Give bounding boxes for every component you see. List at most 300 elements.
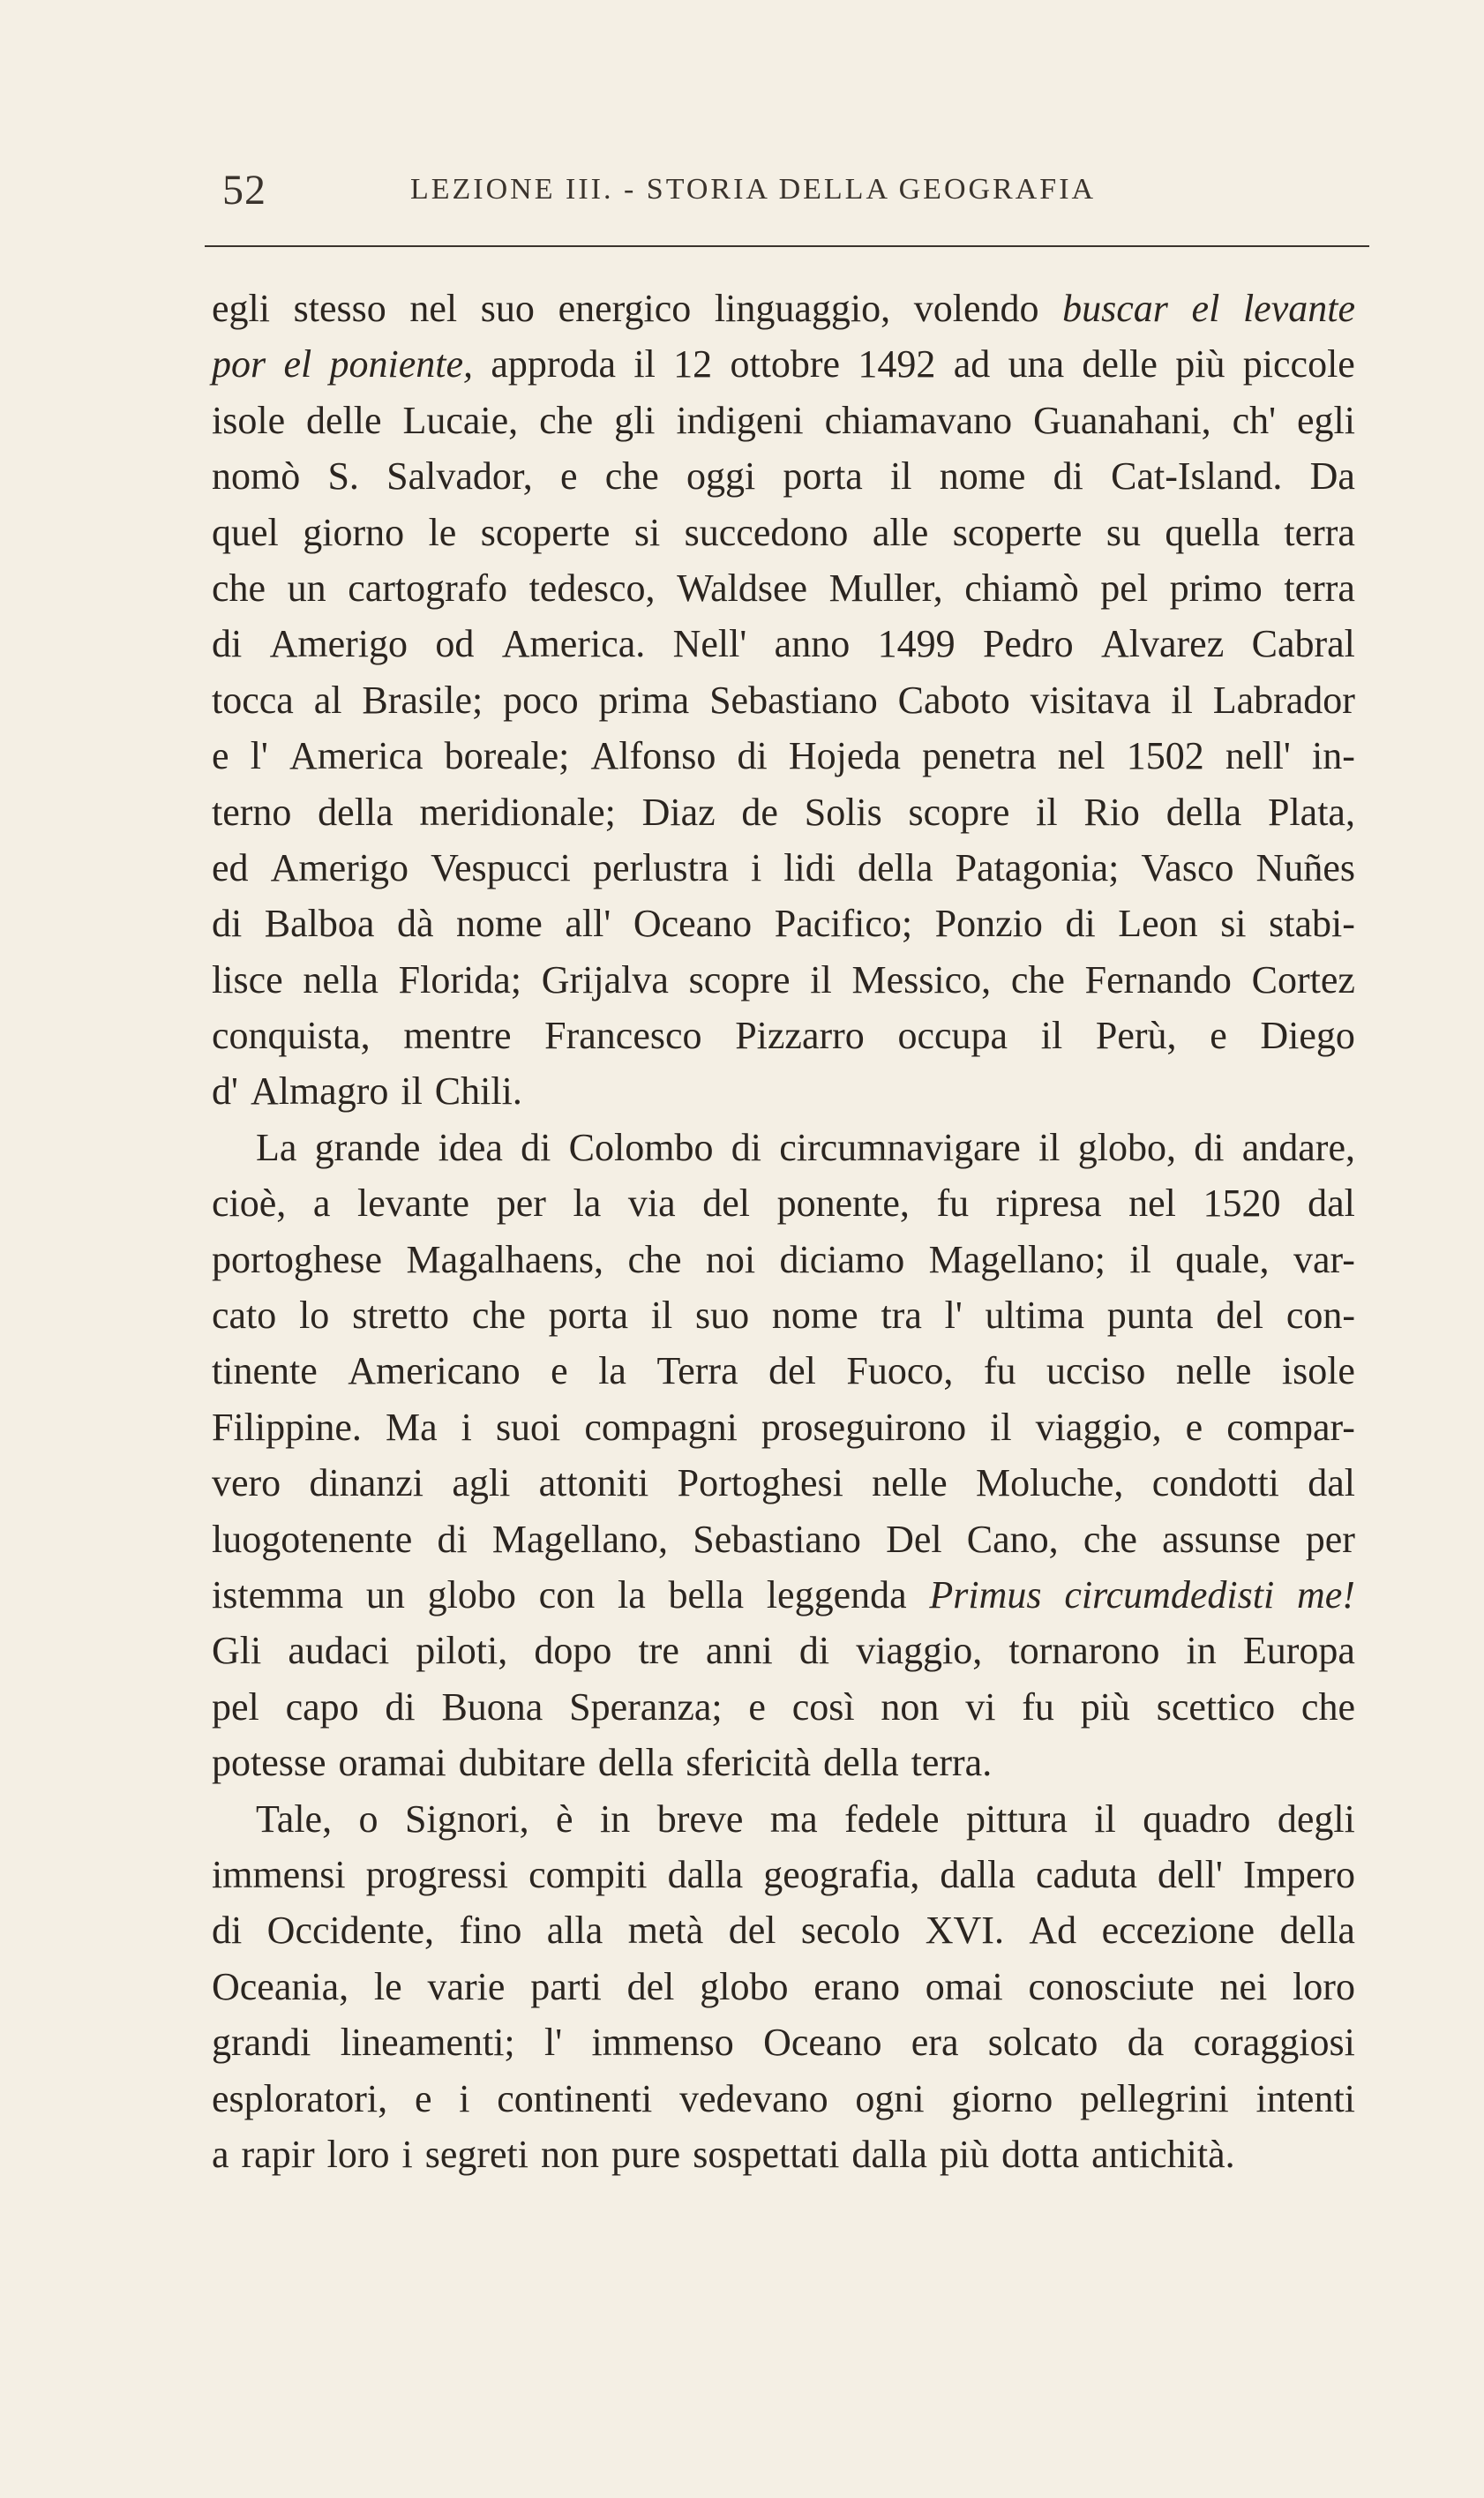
word: stabi- bbox=[1269, 902, 1355, 946]
word: dalla bbox=[667, 1852, 744, 1896]
word: Labrador bbox=[1212, 678, 1355, 722]
word: scopre bbox=[908, 790, 1010, 834]
word: dà bbox=[396, 902, 434, 946]
word: isole bbox=[212, 398, 286, 442]
word: Caboto bbox=[897, 678, 1010, 722]
word: della bbox=[858, 845, 933, 889]
word: una bbox=[1008, 342, 1065, 386]
word: e bbox=[1185, 1405, 1203, 1449]
text-line bbox=[212, 1623, 1355, 1678]
word: nell' bbox=[1225, 734, 1291, 778]
word: ma bbox=[769, 1797, 818, 1841]
word: quel bbox=[212, 510, 279, 554]
word: Grijalva bbox=[541, 957, 669, 1001]
word: ultima bbox=[985, 1294, 1084, 1338]
word: che bbox=[1300, 1684, 1355, 1729]
word: Almagro bbox=[250, 1069, 389, 1114]
word: boreale; bbox=[444, 734, 570, 778]
word: el bbox=[1191, 287, 1220, 330]
word: o bbox=[358, 1797, 378, 1841]
word: volendo bbox=[913, 287, 1039, 330]
word: diciamo bbox=[779, 1237, 905, 1281]
word: cartografo bbox=[348, 566, 507, 610]
word: Leon bbox=[1118, 902, 1198, 946]
word: geografia, bbox=[763, 1852, 920, 1896]
word: solcato bbox=[987, 2021, 1098, 2065]
word: oramai bbox=[338, 1741, 446, 1785]
word: poco bbox=[503, 678, 579, 722]
word: terra bbox=[1284, 510, 1355, 554]
word: perlustra bbox=[592, 845, 729, 889]
word: di bbox=[212, 902, 243, 946]
word: potesse bbox=[212, 1741, 326, 1785]
word: non bbox=[541, 2132, 600, 2176]
word: pel bbox=[1100, 566, 1149, 610]
word: indigeni bbox=[676, 398, 804, 442]
word: fedele bbox=[844, 1797, 940, 1841]
word: il bbox=[890, 454, 912, 499]
word: Amerigo bbox=[270, 845, 408, 889]
text-line bbox=[212, 1735, 1355, 1790]
word: al bbox=[313, 678, 342, 722]
word: Guanahani, bbox=[1033, 398, 1211, 442]
word: scoperte bbox=[480, 510, 611, 554]
word: scettico bbox=[1156, 1684, 1276, 1729]
word: che bbox=[212, 566, 266, 610]
word: segreti bbox=[424, 2132, 529, 2176]
word: levante bbox=[357, 1181, 470, 1226]
word: quale, bbox=[1175, 1237, 1270, 1281]
text-line bbox=[212, 616, 1355, 671]
word: circumdedisti bbox=[1064, 1572, 1275, 1617]
word: in- bbox=[1311, 734, 1355, 778]
word: Florida; bbox=[398, 957, 521, 1001]
word: delle bbox=[1082, 342, 1158, 386]
word: compagni bbox=[584, 1405, 738, 1449]
word: Cano, bbox=[966, 1517, 1059, 1561]
word: caduta bbox=[1036, 1852, 1137, 1896]
word: suo bbox=[695, 1294, 750, 1338]
word: Magellano, bbox=[491, 1517, 669, 1561]
text-line bbox=[212, 1902, 1355, 1958]
word: che bbox=[1010, 957, 1065, 1001]
word: Oceano bbox=[763, 2021, 882, 2065]
word: vero bbox=[212, 1461, 281, 1505]
word: idea bbox=[438, 1125, 503, 1169]
word: progressi bbox=[365, 1852, 508, 1896]
word: globo, bbox=[1077, 1125, 1176, 1169]
text-line bbox=[212, 336, 1355, 392]
word: Oceano bbox=[633, 902, 753, 946]
word: circumnavigare bbox=[779, 1125, 1021, 1169]
word: l' bbox=[543, 2021, 563, 2065]
word: Solis bbox=[804, 790, 882, 834]
word: fu bbox=[983, 1349, 1016, 1393]
word: Diaz bbox=[641, 790, 716, 834]
word: l' bbox=[944, 1294, 963, 1338]
word: che bbox=[471, 1294, 526, 1338]
word: suoi bbox=[495, 1405, 561, 1449]
word: Americano bbox=[348, 1349, 521, 1393]
word: più bbox=[939, 2132, 990, 2176]
word: del bbox=[728, 1909, 776, 1953]
word: pel bbox=[212, 1684, 259, 1729]
word: dal bbox=[1308, 1461, 1355, 1505]
word: tre bbox=[638, 1629, 679, 1673]
word: 1499 bbox=[877, 622, 956, 666]
word: Vespucci bbox=[431, 845, 571, 889]
word: viaggio, bbox=[1035, 1405, 1162, 1449]
word: Signori, bbox=[405, 1797, 529, 1841]
word: loro bbox=[1293, 1964, 1355, 2008]
word: la bbox=[573, 1181, 602, 1226]
word: grandi bbox=[212, 2021, 311, 2065]
word: ripresa bbox=[995, 1181, 1102, 1226]
word: nella bbox=[303, 957, 378, 1001]
text-line bbox=[212, 672, 1355, 728]
word: Balboa bbox=[264, 902, 375, 946]
word: scopre bbox=[688, 957, 791, 1001]
word: della bbox=[1165, 790, 1242, 834]
word: così bbox=[791, 1684, 855, 1729]
word: il bbox=[810, 957, 832, 1001]
word: el bbox=[283, 342, 312, 386]
word: e bbox=[559, 454, 578, 499]
word: che bbox=[627, 1237, 682, 1281]
word: chiamò bbox=[964, 566, 1079, 610]
word: piccole bbox=[1242, 342, 1355, 386]
word: Cortez bbox=[1251, 957, 1355, 1001]
word: lo bbox=[299, 1294, 330, 1338]
word: Ponzio bbox=[934, 902, 1043, 946]
word: de bbox=[741, 790, 778, 834]
word: eccezione bbox=[1101, 1909, 1255, 1953]
word: Plata, bbox=[1267, 790, 1355, 834]
word: e bbox=[1210, 1014, 1227, 1058]
word: di bbox=[1065, 902, 1096, 946]
word: si bbox=[633, 510, 661, 554]
word: poniente, bbox=[329, 342, 474, 386]
word: il bbox=[1171, 678, 1193, 722]
word: suo bbox=[480, 287, 535, 330]
word: che bbox=[539, 398, 594, 442]
word: Lucaie, bbox=[402, 398, 519, 442]
text-line bbox=[212, 281, 1355, 336]
word: Moluche, bbox=[975, 1461, 1124, 1505]
word: stretto bbox=[352, 1294, 450, 1338]
word: dalla bbox=[940, 1852, 1016, 1896]
word: succedono bbox=[684, 510, 849, 554]
word: Terra bbox=[656, 1349, 738, 1393]
word: globo bbox=[427, 1572, 516, 1617]
word: America. bbox=[501, 622, 646, 666]
word: degli bbox=[1277, 1797, 1355, 1841]
word: quadro bbox=[1143, 1797, 1251, 1841]
word: tedesco, bbox=[528, 566, 656, 610]
word: bella bbox=[668, 1572, 745, 1617]
word: il bbox=[1036, 790, 1058, 834]
word: Hojeda bbox=[788, 734, 901, 778]
text-line bbox=[212, 728, 1355, 784]
text-line bbox=[212, 2014, 1355, 2070]
word: tocca bbox=[212, 678, 294, 722]
word: Gli bbox=[212, 1629, 262, 1673]
word: per bbox=[1305, 1517, 1355, 1561]
word: che bbox=[1083, 1517, 1137, 1561]
word: e bbox=[551, 1349, 568, 1393]
word: viaggio, bbox=[856, 1629, 983, 1673]
text-line bbox=[212, 1120, 1355, 1175]
word: meridionale; bbox=[419, 790, 616, 834]
word: pittura bbox=[966, 1797, 1068, 1841]
word: scoperte bbox=[952, 510, 1083, 554]
word: 1520 bbox=[1203, 1181, 1281, 1226]
word: rapir bbox=[241, 2132, 315, 2176]
word: immenso bbox=[591, 2021, 734, 2065]
word: Colombo bbox=[568, 1125, 714, 1169]
header-rule bbox=[205, 245, 1369, 247]
word: 1502 bbox=[1126, 734, 1204, 778]
word: isole bbox=[1281, 1349, 1355, 1393]
word: breve bbox=[656, 1797, 744, 1841]
word: mentre bbox=[403, 1014, 512, 1058]
word: le bbox=[373, 1964, 402, 2008]
word: non bbox=[881, 1684, 940, 1729]
word: immensi bbox=[212, 1852, 346, 1896]
word: primo bbox=[1169, 566, 1263, 610]
word: Impero bbox=[1242, 1852, 1355, 1896]
word: della bbox=[1279, 1909, 1355, 1953]
word: od bbox=[435, 622, 475, 666]
word: omai bbox=[925, 1964, 1003, 2008]
word: approda bbox=[491, 342, 617, 386]
word: cioè, bbox=[212, 1181, 287, 1226]
word: nel bbox=[1128, 1181, 1176, 1226]
word: Pacifico; bbox=[774, 902, 913, 946]
word: Del bbox=[886, 1517, 942, 1561]
word: visitava bbox=[1030, 678, 1151, 722]
word: fu bbox=[1022, 1684, 1054, 1729]
word: conosciute bbox=[1028, 1964, 1195, 2008]
word: il bbox=[401, 1069, 423, 1114]
word: di bbox=[385, 1684, 416, 1729]
word: America bbox=[289, 734, 423, 778]
word: varie bbox=[427, 1964, 506, 2008]
word: secolo bbox=[800, 1909, 901, 1953]
word: in bbox=[1186, 1629, 1217, 1673]
word: Alvarez bbox=[1100, 622, 1225, 666]
word: era bbox=[911, 2021, 959, 2065]
word: di bbox=[798, 1629, 830, 1673]
word: noi bbox=[705, 1237, 756, 1281]
word: Waldsee bbox=[677, 566, 808, 610]
word: assunse bbox=[1162, 1517, 1281, 1561]
word: nel bbox=[1057, 734, 1106, 778]
word: un bbox=[287, 566, 326, 610]
word: istemma bbox=[212, 1572, 344, 1617]
word: vi bbox=[965, 1684, 996, 1729]
word: Nuñes bbox=[1255, 845, 1355, 889]
word: terra. bbox=[911, 1741, 993, 1785]
text-line bbox=[212, 1063, 1355, 1119]
text-line bbox=[212, 896, 1355, 951]
word: su bbox=[1106, 510, 1141, 554]
text-line bbox=[212, 1008, 1355, 1063]
word: e bbox=[414, 2076, 432, 2120]
text-line bbox=[212, 952, 1355, 1008]
word: della bbox=[318, 790, 393, 834]
word: Chili. bbox=[434, 1069, 522, 1114]
word: Nell' bbox=[672, 622, 747, 666]
text-line bbox=[212, 1512, 1355, 1567]
text-line bbox=[212, 1959, 1355, 2014]
word: ucciso bbox=[1046, 1349, 1146, 1393]
word: metà bbox=[627, 1909, 704, 1953]
word: di bbox=[731, 1125, 761, 1169]
word: di bbox=[1053, 454, 1083, 499]
word: l' bbox=[250, 734, 268, 778]
word: ogni bbox=[855, 2076, 925, 2120]
body-text bbox=[212, 281, 1355, 2182]
word: nel bbox=[409, 287, 458, 330]
running-head: LEZIONE III. - STORIA DELLA GEOGRAFIA bbox=[410, 173, 1097, 206]
word: levante bbox=[1242, 287, 1355, 330]
word: intenti bbox=[1255, 2076, 1355, 2120]
text-line bbox=[212, 1455, 1355, 1511]
word: grande bbox=[314, 1125, 421, 1169]
word: Tale, bbox=[256, 1797, 333, 1841]
word: dinanzi bbox=[309, 1461, 424, 1505]
word: per bbox=[496, 1181, 546, 1226]
word: dubitare bbox=[458, 1741, 586, 1785]
word: Da bbox=[1309, 454, 1355, 499]
word: del bbox=[1216, 1294, 1264, 1338]
word: andare, bbox=[1241, 1125, 1355, 1169]
word: Muller, bbox=[828, 566, 943, 610]
word: condotti bbox=[1151, 1461, 1279, 1505]
word: erano bbox=[813, 1964, 900, 2008]
word: Brasile; bbox=[362, 678, 483, 722]
word: i bbox=[750, 845, 762, 889]
word: antichità. bbox=[1091, 2132, 1235, 2176]
word: all' bbox=[565, 902, 611, 946]
word: Portoghesi bbox=[677, 1461, 843, 1505]
word: tinente bbox=[212, 1349, 318, 1393]
word: pellegrini bbox=[1080, 2076, 1229, 2120]
word: di bbox=[437, 1517, 468, 1561]
word: S. bbox=[327, 454, 359, 499]
word: punta bbox=[1106, 1294, 1194, 1338]
word: il bbox=[650, 1294, 673, 1338]
word: continenti bbox=[497, 2076, 653, 2120]
word: e bbox=[748, 1684, 766, 1729]
word: nei bbox=[1219, 1964, 1268, 2008]
word: il bbox=[1040, 1014, 1063, 1058]
text-line bbox=[212, 560, 1355, 616]
text-line bbox=[212, 1232, 1355, 1287]
word: dotta bbox=[1001, 2132, 1080, 2176]
word: Vasco bbox=[1141, 845, 1234, 889]
word: il bbox=[1129, 1237, 1151, 1281]
word: con bbox=[538, 1572, 596, 1617]
word: lineamenti; bbox=[340, 2021, 515, 2065]
word: var- bbox=[1293, 1237, 1355, 1281]
word: globo bbox=[700, 1964, 789, 2008]
word: del bbox=[702, 1181, 751, 1226]
word: por bbox=[212, 342, 266, 386]
word: me! bbox=[1296, 1572, 1355, 1617]
text-line bbox=[212, 1399, 1355, 1455]
word: lisce bbox=[212, 957, 283, 1001]
word: il bbox=[1094, 1797, 1116, 1841]
word: da bbox=[1127, 2021, 1165, 2065]
word: i bbox=[459, 2076, 470, 2120]
word: anni bbox=[705, 1629, 773, 1673]
word: nelle bbox=[1175, 1349, 1252, 1393]
word: piloti, bbox=[416, 1629, 508, 1673]
word: a bbox=[212, 2132, 229, 2176]
word: agli bbox=[452, 1461, 511, 1505]
word: fu bbox=[936, 1181, 970, 1226]
word: Magalhaens, bbox=[406, 1237, 604, 1281]
text-line bbox=[212, 505, 1355, 560]
word: luogotenente bbox=[212, 1517, 413, 1561]
word: Pizzarro bbox=[735, 1014, 865, 1058]
word: loro bbox=[326, 2132, 390, 2176]
text-line bbox=[212, 784, 1355, 840]
word: attoniti bbox=[538, 1461, 649, 1505]
page-header bbox=[176, 166, 1368, 219]
word: le bbox=[428, 510, 457, 554]
word: dal bbox=[1308, 1181, 1355, 1226]
word: è bbox=[556, 1797, 573, 1841]
word: 1492 bbox=[858, 342, 936, 386]
word: pure bbox=[611, 2132, 681, 2176]
word: Pedro bbox=[982, 622, 1074, 666]
word: Rio bbox=[1083, 790, 1140, 834]
word: Occidente, bbox=[266, 1909, 435, 1953]
word: Europa bbox=[1242, 1629, 1355, 1673]
word: lidi bbox=[783, 845, 836, 889]
word: un bbox=[365, 1572, 405, 1617]
text-line bbox=[212, 2127, 1355, 2182]
word: linguaggio, bbox=[714, 287, 891, 330]
word: del bbox=[768, 1349, 816, 1393]
word: ponente, bbox=[776, 1181, 910, 1226]
word: audaci bbox=[288, 1629, 390, 1673]
word: ed bbox=[212, 845, 249, 889]
word: nome bbox=[456, 902, 543, 946]
word: terra bbox=[1284, 566, 1355, 610]
word: alle bbox=[872, 510, 929, 554]
word: energico bbox=[558, 287, 692, 330]
word: ch' bbox=[1232, 398, 1277, 442]
word: delle bbox=[306, 398, 382, 442]
word: in bbox=[600, 1797, 631, 1841]
word: Messico, bbox=[851, 957, 992, 1001]
word: i bbox=[401, 2132, 413, 2176]
word: coraggiosi bbox=[1193, 2021, 1355, 2065]
word: nome bbox=[771, 1294, 858, 1338]
word: parti bbox=[530, 1964, 602, 2008]
word: Filippine. bbox=[212, 1405, 362, 1449]
word: i bbox=[461, 1405, 472, 1449]
word: giorno bbox=[951, 2076, 1053, 2120]
word: della bbox=[823, 1741, 899, 1785]
word: tornarono bbox=[1008, 1629, 1160, 1673]
word: anno bbox=[774, 622, 851, 666]
word: fino bbox=[459, 1909, 522, 1953]
